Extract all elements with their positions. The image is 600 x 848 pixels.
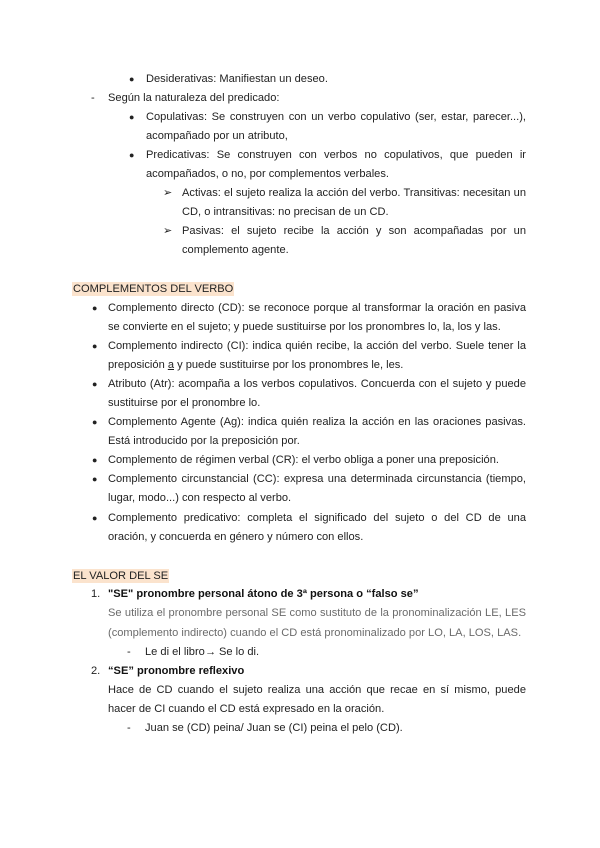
text-line: complemento agente. [182,244,289,256]
text-line: Hace de CD cuando el sujeto realiza una acción que recae en sí mismo, puede [108,684,526,696]
bullet-icon: ● [92,513,98,523]
text-line: oración, y concuerda en género y número con ellos. [108,531,364,543]
bullet-icon: ● [92,379,98,389]
text-line: Está introducido por la preposición por. [108,435,300,447]
bullet-icon: ● [92,474,98,484]
text-line: Según la naturaleza del predicado: [108,92,280,104]
arrow-bullet-icon: ➢ [163,225,173,237]
text-line: lugar, modo...) con respecto al verbo. [108,492,292,504]
dash-marker: - [91,92,95,104]
text-line: Predicativas: Se construyen con verbos no copulativos, que pueden ir [146,149,526,161]
example-line: Juan se (CD) peina/ Juan se (CI) peina el pelo (CD). [145,722,403,734]
text-line: preposición a y puede sustituirse por los pronombres le, les. [108,359,404,371]
bullet-icon: ● [92,455,98,465]
bullet-icon: ● [129,150,135,160]
bullet-icon: ● [129,74,135,84]
text-line: Complemento de régimen verbal (CR): el verbo obliga a poner una preposición. [108,454,499,466]
text-line: Desiderativas: Manifiestan un deseo. [146,73,328,85]
text-line: se convierte en el sujeto; y puede sustituirse por los pronombres lo, la, los y las. [108,321,501,333]
item-title: “SE” pronombre reflexivo [108,665,245,677]
item-title: "SE" pronombre personal átono de 3ª persona o “falso se” [108,588,419,600]
text-line: acompañado por un atributo, [146,130,288,142]
section-heading: EL VALOR DEL SE [73,570,169,582]
bullet-icon: ● [129,112,135,122]
text-line: Pasivas: el sujeto recibe la acción y son acompañadas por un [182,225,526,237]
arrow-bullet-icon: ➢ [163,187,173,199]
text-line: Complemento directo (CD): se reconoce porque al transformar la oración en pasiva [108,302,526,314]
text-line: Complemento Agente (Ag): indica quién realiza la acción en las oraciones pasivas. [108,416,526,428]
list-number: 2. [91,665,101,677]
list-number: 1. [91,588,101,600]
bullet-icon: ● [92,303,98,313]
bullet-icon: ● [92,417,98,427]
text-line: (complemento indirecto) cuando el CD está pronominalizado por LO, LA, LOS, LAS. [108,627,522,639]
dash-marker: - [127,646,131,658]
text-line: Activas: el sujeto realiza la acción del verbo. Transitivas: necesitan un [182,187,526,199]
text-line: acompañados, o no, por complementos verbales. [146,168,389,180]
text-line: hacer de CI cuando el CD está expresado en la oración. [108,703,385,715]
text-line: Complemento predicativo: completa el significado del sujeto o del CD de una [108,512,526,524]
text-line: Atributo (Atr): acompaña a los verbos copulativos. Concuerda con el sujeto y puede [108,378,526,390]
text-line: Complemento indirecto (CI): indica quién recibe, la acción del verbo. Suele tener la [108,340,526,352]
bullet-icon: ● [92,341,98,351]
text-line: CD, o intransitivas: no precisan de un CD. [182,206,389,218]
example-line: Le di el libro→ Se lo di. [145,646,260,658]
text-line: Se utiliza el pronombre personal SE como sustituto de la pronominalización LE, LES [108,607,526,619]
text-line: Complemento circunstancial (CC): expresa una determinada circunstancia (tiempo, [108,473,526,485]
text-line: sustituirse por el pronombre lo. [108,397,261,409]
dash-marker: - [127,722,131,734]
text-line: Copulativas: Se construyen con un verbo copulativo (ser, estar, parecer...), [146,111,526,123]
section-heading: COMPLEMENTOS DEL VERBO [73,283,234,295]
